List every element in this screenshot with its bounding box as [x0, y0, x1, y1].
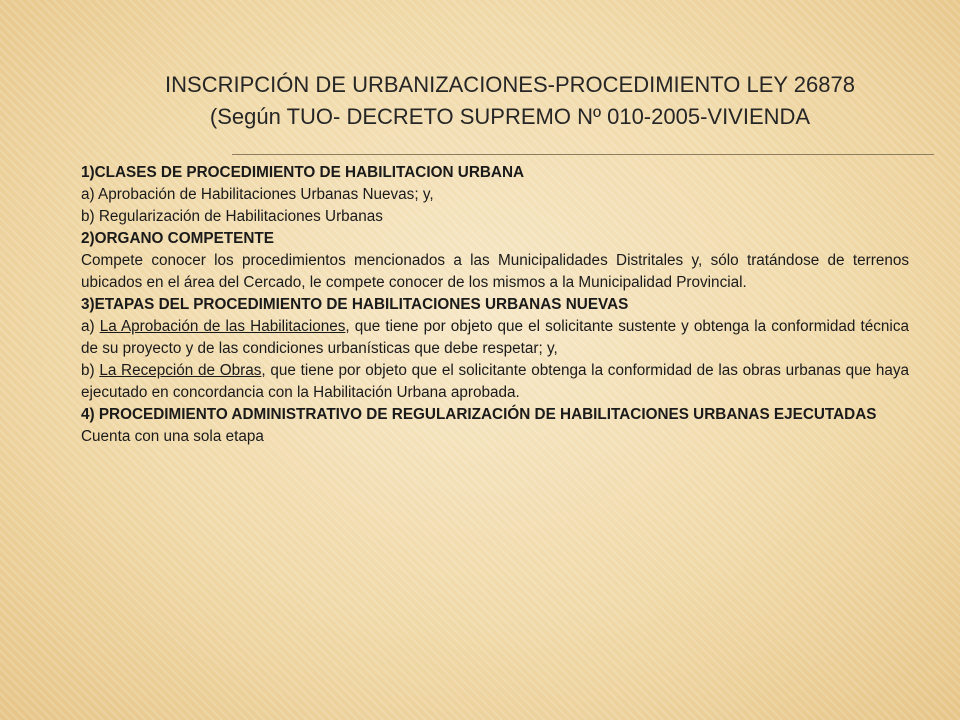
section-1-item-b: b) Regularización de Habilitaciones Urbanas [81, 208, 383, 225]
section-3-item-a [81, 316, 909, 360]
section-3-item-b-prefix: b) [81, 362, 100, 379]
section-2-body: Compete conocer los procedimientos mencionados a las Municipalidades Distritales y, sólo tratándose de terrenos ubicados en el área del Cercado, le compete conocer de los mismos a la Municipalidad Provincial. [81, 252, 909, 291]
section-1-item-a: a) Aprobación de Habilitaciones Urbanas Nuevas; y, [81, 186, 434, 203]
section-3-item-b [81, 360, 909, 404]
section-3-item-a-text: , que tiene por objeto que el solicitante sustente y obtenga la conformidad técnica de su proyecto y de las condiciones urbanísticas que debe respetar; y, [81, 318, 909, 357]
slide-body [81, 162, 909, 448]
slide-title-line-2: (Según TUO- DECRETO SUPREMO Nº 010-2005-VIVIENDA [209, 104, 811, 129]
title-divider [232, 154, 934, 155]
section-3-heading: 3)ETAPAS DEL PROCEDIMIENTO DE HABILITACIONES URBANAS NUEVAS [81, 296, 629, 313]
section-3-item-b-text: , que tiene por objeto que el solicitante obtenga la conformidad de las obras urbanas que haya ejecutado en concordancia con la Habilitación Urbana aprobada. [81, 362, 909, 401]
section-4-heading: 4) PROCEDIMIENTO ADMINISTRATIVO DE REGULARIZACIÓN DE HABILITACIONES URBANAS EJECUTADAS [81, 406, 877, 423]
section-3-item-a-term: La Aprobación de las Habilitaciones [99, 318, 346, 335]
section-3-item-b-term: La Recepción de Obras [99, 362, 262, 379]
section-1-heading: 1)CLASES DE PROCEDIMIENTO DE HABILITACION URBANA [81, 164, 525, 181]
slide-title-line-1: INSCRIPCIÓN DE URBANIZACIONES-PROCEDIMIENTO LEY 26878 [165, 72, 855, 97]
section-2-heading: 2)ORGANO COMPETENTE [81, 230, 274, 247]
section-3-item-a-prefix: a) [81, 318, 100, 335]
section-4-body: Cuenta con una sola etapa [81, 428, 264, 445]
